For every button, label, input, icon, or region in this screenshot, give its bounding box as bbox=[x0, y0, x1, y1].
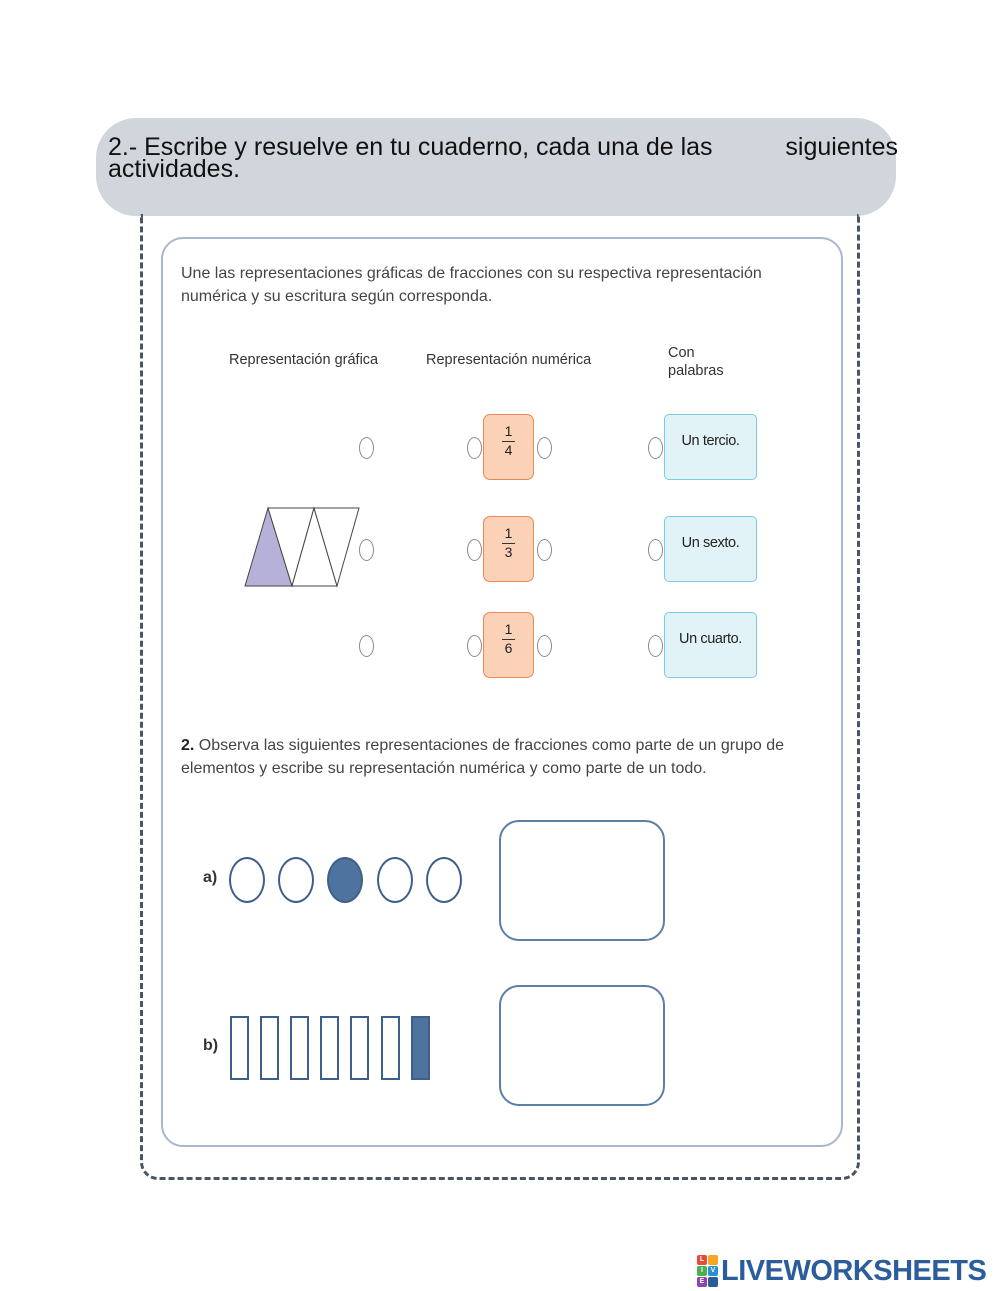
connector-numeric-right-2[interactable] bbox=[537, 539, 552, 561]
liveworksheets-logo[interactable] bbox=[697, 1256, 986, 1286]
connector-words-2[interactable] bbox=[648, 539, 663, 561]
rect-5 bbox=[350, 1016, 369, 1080]
header-line2: actividades. bbox=[108, 155, 241, 183]
rect-3 bbox=[290, 1016, 309, 1080]
connector-graphic-3[interactable] bbox=[359, 635, 374, 657]
header-line1-right: siguientes bbox=[785, 133, 898, 161]
connector-words-1[interactable] bbox=[648, 437, 663, 459]
rect-6 bbox=[381, 1016, 400, 1080]
column-header-numeric: Representación numérica bbox=[426, 352, 592, 368]
fraction-numerator: 1 bbox=[504, 621, 513, 637]
answer-box-b[interactable] bbox=[499, 985, 665, 1106]
fraction-numerator: 1 bbox=[504, 423, 513, 439]
item-b-label: b) bbox=[203, 1037, 219, 1054]
oval-4 bbox=[377, 857, 413, 903]
oval-5 bbox=[426, 857, 462, 903]
logo-letter: L bbox=[697, 1255, 707, 1265]
rect-1 bbox=[230, 1016, 249, 1080]
oval-3-filled bbox=[327, 857, 363, 903]
rect-2 bbox=[260, 1016, 279, 1080]
word-box-2: Un sexto. bbox=[664, 516, 757, 582]
connector-graphic-2[interactable] bbox=[359, 539, 374, 561]
fraction-numerator: 1 bbox=[504, 525, 513, 541]
oval-2 bbox=[278, 857, 314, 903]
connector-numeric-right-1[interactable] bbox=[537, 437, 552, 459]
logo-letter: I bbox=[697, 1266, 707, 1276]
fraction-denominator: 6 bbox=[504, 640, 513, 656]
rect-4 bbox=[320, 1016, 339, 1080]
header-title bbox=[108, 133, 898, 183]
answer-box-a[interactable] bbox=[499, 820, 665, 941]
connector-graphic-1[interactable] bbox=[359, 437, 374, 459]
activity1-instruction: Une las representaciones gráficas de fracciones con su respectiva representación numérica y su escritura según corresponda. bbox=[181, 265, 762, 305]
activity2-text: Observa las siguientes representaciones de fracciones como parte de un grupo de elementos y escribe su representación numérica y como parte de un todo. bbox=[181, 737, 785, 777]
fraction-denominator: 3 bbox=[504, 544, 513, 560]
logo-tile bbox=[708, 1255, 718, 1265]
connector-numeric-right-3[interactable] bbox=[537, 635, 552, 657]
connector-words-3[interactable] bbox=[648, 635, 663, 657]
header-line1-left: 2.- Escribe y resuelve en tu cuaderno, cada una de las bbox=[108, 133, 713, 161]
activity2-instruction bbox=[181, 734, 831, 780]
word-box-1: Un tercio. bbox=[664, 414, 757, 480]
connector-numeric-left-1[interactable] bbox=[467, 437, 482, 459]
logo-letter: V bbox=[708, 1266, 718, 1276]
logo-tile bbox=[708, 1277, 718, 1287]
logo-letter: E bbox=[697, 1277, 707, 1287]
connector-numeric-left-3[interactable] bbox=[467, 635, 482, 657]
fraction-box-3 bbox=[483, 612, 534, 678]
activity2-number: 2. bbox=[181, 737, 195, 754]
fraction-box-2 bbox=[483, 516, 534, 582]
column-header-words: Con palabras bbox=[668, 345, 724, 379]
word-box-3: Un cuarto. bbox=[664, 612, 757, 678]
oval-1 bbox=[229, 857, 265, 903]
logo-text: LIVEWORKSHEETS bbox=[721, 1254, 987, 1287]
triangle-fraction-graphic bbox=[240, 503, 365, 593]
connector-numeric-left-2[interactable] bbox=[467, 539, 482, 561]
column-header-graphic: Representación gráfica bbox=[229, 352, 379, 368]
fraction-box-1 bbox=[483, 414, 534, 480]
logo-icon bbox=[697, 1255, 718, 1287]
fraction-denominator: 4 bbox=[504, 442, 513, 458]
item-a-label: a) bbox=[203, 869, 218, 886]
rect-7-filled bbox=[411, 1016, 430, 1080]
